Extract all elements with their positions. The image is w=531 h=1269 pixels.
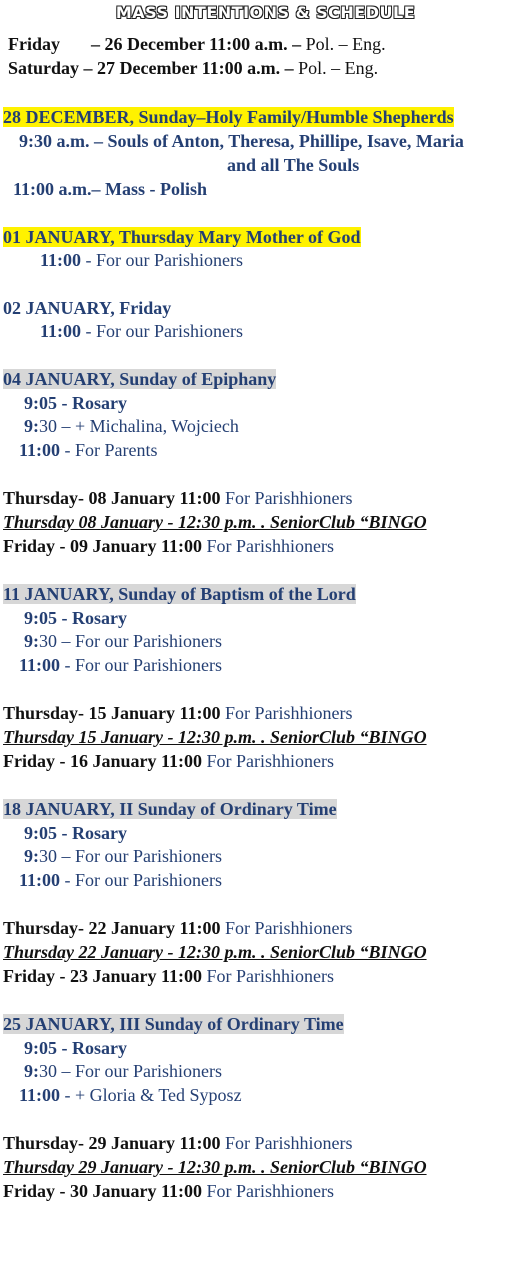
jan02-mass (40, 320, 243, 342)
jan02-time: 11:00 (40, 321, 82, 341)
sunday-rosary: 9:05 - Rosary (24, 1038, 127, 1058)
jan01-intention: - For our Parishioners (81, 250, 243, 270)
sunday-heading (3, 1013, 344, 1035)
opening-friday-day: Friday (8, 34, 60, 54)
sunday-mass-1100 (19, 869, 222, 891)
mass-time: 9: (24, 631, 39, 651)
thursday-intention: For Parishhioners (225, 488, 353, 508)
opening-saturday-lang: Pol. – Eng. (298, 58, 379, 78)
thursday-date: Thursday- 29 January 11:00 (3, 1133, 221, 1153)
mass-intention: - For our Parishioners (60, 870, 222, 890)
sunday-rosary: 9:05 - Rosary (24, 608, 127, 628)
sunday-mass-930 (24, 630, 222, 652)
thursday-date: Thursday- 08 January 11:00 (3, 488, 221, 508)
dec28-heading (3, 106, 454, 128)
mass-intention: - For our Parishioners (60, 655, 222, 675)
opening-saturday-day: Saturday (8, 58, 80, 78)
sunday-heading-text: 11 JANUARY, Sunday of Baptism of the Lord (3, 584, 356, 604)
sunday-heading (3, 368, 276, 390)
page-title: MASS INTENTIONS & SCHEDULE (115, 3, 416, 22)
weekday-thursday (3, 487, 353, 509)
weekday-friday (3, 750, 334, 772)
weekday-friday (3, 535, 334, 557)
jan01-mass (40, 249, 243, 271)
weekday-friday (3, 965, 334, 987)
friday-date: Friday - 30 January 11:00 (3, 1181, 203, 1201)
friday-date: Friday - 16 January 11:00 (3, 751, 203, 771)
dec28-heading-text: 28 DECEMBER, Sunday–Holy Family/Humble Shepherds (3, 107, 454, 127)
sunday-heading-text: 04 JANUARY, Sunday of Epiphany (3, 369, 277, 389)
mass-intention: 30 – + Michalina, Wojciech (39, 416, 239, 436)
dec28-line1: 9:30 a.m. – Souls of Anton, Theresa, Phillipe, Isave, Maria (19, 131, 464, 151)
jan02-heading: 02 JANUARY, Friday (3, 298, 172, 318)
opening-friday (8, 33, 386, 55)
mass-time: 11:00 (19, 440, 61, 460)
mass-intention: - For Parents (60, 440, 158, 460)
jan02-intention: - For our Parishioners (81, 321, 243, 341)
sunday-mass-930 (24, 415, 239, 437)
friday-date: Friday - 09 January 11:00 (3, 536, 203, 556)
bingo-notice: Thursday 22 January - 12:30 p.m. . SeniorClub “BINGO (3, 942, 427, 962)
mass-intention: 30 – For our Parishioners (39, 631, 222, 651)
weekday-thursday (3, 917, 353, 939)
friday-intention: For Parishhioners (206, 1181, 335, 1201)
sunday-mass-930 (24, 1060, 222, 1082)
dec28-line3: 11:00 a.m.– Mass - Polish (13, 179, 208, 199)
mass-time: 11:00 (19, 870, 61, 890)
opening-friday-date: – 26 December 11:00 a.m. – (91, 34, 302, 54)
opening-saturday-date: – 27 December 11:00 a.m. – (83, 58, 294, 78)
sunday-mass-1100 (19, 1084, 242, 1106)
sunday-mass-1100 (19, 439, 158, 461)
thursday-intention: For Parishhioners (225, 703, 353, 723)
weekday-thursday (3, 702, 353, 724)
bingo-notice: Thursday 08 January - 12:30 p.m. . SeniorClub “BINGO (3, 512, 427, 532)
sunday-mass-930 (24, 845, 222, 867)
sunday-heading (3, 798, 337, 820)
thursday-date: Thursday- 22 January 11:00 (3, 918, 221, 938)
sunday-rosary: 9:05 - Rosary (24, 823, 127, 843)
thursday-intention: For Parishhioners (225, 918, 353, 938)
mass-time: 9: (24, 846, 39, 866)
sunday-heading-text: 18 JANUARY, II Sunday of Ordinary Time (3, 799, 337, 819)
friday-intention: For Parishhioners (206, 966, 335, 986)
mass-time: 11:00 (19, 655, 61, 675)
weekday-friday (3, 1180, 334, 1202)
mass-intention: 30 – For our Parishioners (39, 846, 222, 866)
sunday-rosary: 9:05 - Rosary (24, 393, 127, 413)
sunday-heading (3, 583, 356, 605)
dec28-line2: and all The Souls (227, 155, 360, 175)
sunday-mass-1100 (19, 654, 222, 676)
thursday-date: Thursday- 15 January 11:00 (3, 703, 221, 723)
jan01-heading-text: 01 JANUARY, Thursday Mary Mother of God (3, 227, 361, 247)
mass-intention: - + Gloria & Ted Syposz (60, 1085, 242, 1105)
friday-intention: For Parishhioners (206, 536, 335, 556)
mass-time: 11:00 (19, 1085, 61, 1105)
jan01-heading (3, 226, 361, 248)
jan01-time: 11:00 (40, 250, 82, 270)
mass-time: 9: (24, 1061, 39, 1081)
sunday-heading-text: 25 JANUARY, III Sunday of Ordinary Time (3, 1014, 344, 1034)
thursday-intention: For Parishhioners (225, 1133, 353, 1153)
mass-intention: 30 – For our Parishioners (39, 1061, 222, 1081)
weekday-thursday (3, 1132, 353, 1154)
opening-saturday (8, 57, 378, 79)
bingo-notice: Thursday 15 January - 12:30 p.m. . SeniorClub “BINGO (3, 727, 427, 747)
mass-time: 9: (24, 416, 39, 436)
friday-date: Friday - 23 January 11:00 (3, 966, 203, 986)
bingo-notice: Thursday 29 January - 12:30 p.m. . SeniorClub “BINGO (3, 1157, 427, 1177)
friday-intention: For Parishhioners (206, 751, 335, 771)
opening-friday-lang: Pol. – Eng. (305, 34, 386, 54)
